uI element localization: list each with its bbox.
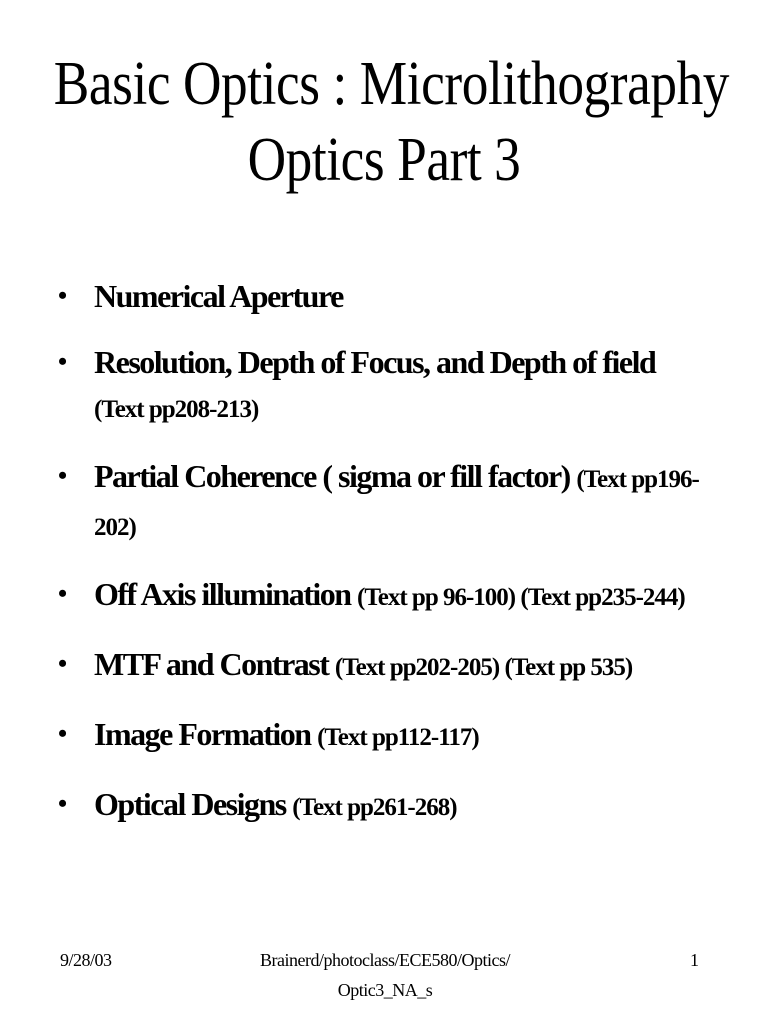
bullet-item-partial-coherence (58, 454, 708, 550)
bullet-item-optical-designs (58, 782, 708, 830)
bullet-item-numerical-aperture (58, 274, 708, 318)
bullet-item-mtf-contrast (58, 642, 708, 690)
bullet-icon: • (58, 347, 66, 376)
bullet-text: Numerical Aperture (94, 278, 343, 314)
bullet-item-resolution (58, 340, 708, 432)
title-line-2: Optics Part 3 (247, 126, 521, 194)
bullet-reference: (Text pp 96-100) (Text pp235-244) (357, 584, 685, 611)
footer-path-line-1: Brainerd/photoclass/ECE580/Optics/ (260, 950, 510, 970)
title-line-1: Basic Optics : Microlithography (53, 50, 730, 118)
bullet-icon: • (58, 719, 66, 748)
bullet-icon: • (58, 579, 66, 608)
slide-title (53, 46, 730, 198)
bullet-item-image-formation (58, 712, 708, 760)
bullet-icon: • (58, 281, 66, 310)
bullet-reference: (Text pp208-213) (94, 396, 259, 423)
bullet-reference: (Text pp196-202) (94, 466, 699, 541)
bullet-text: Optical Designs (94, 786, 286, 822)
bullet-item-off-axis-illumination (58, 572, 708, 620)
bullet-text: Image Formation (94, 716, 311, 752)
bullet-icon: • (58, 789, 66, 818)
bullet-text: MTF and Contrast (94, 646, 329, 682)
bullet-reference: (Text pp202-205) (Text pp 535) (334, 654, 633, 681)
bullet-reference: (Text pp261-268) (292, 794, 457, 821)
bullet-list (58, 274, 708, 852)
bullet-icon: • (58, 649, 66, 678)
bullet-text: Resolution, Depth of Focus, and Depth of field (94, 344, 656, 380)
footer-path-line-2: Optic3_NA_s (337, 980, 433, 1000)
bullet-reference: (Text pp112-117) (317, 724, 479, 751)
footer-file-path (230, 945, 540, 1005)
bullet-icon: • (58, 461, 66, 490)
page-number: 1 (690, 950, 699, 970)
bullet-text: Off Axis illumination (94, 576, 351, 612)
footer-date: 9/28/03 (60, 950, 112, 970)
bullet-text: Partial Coherence ( sigma or fill factor) (94, 458, 570, 494)
